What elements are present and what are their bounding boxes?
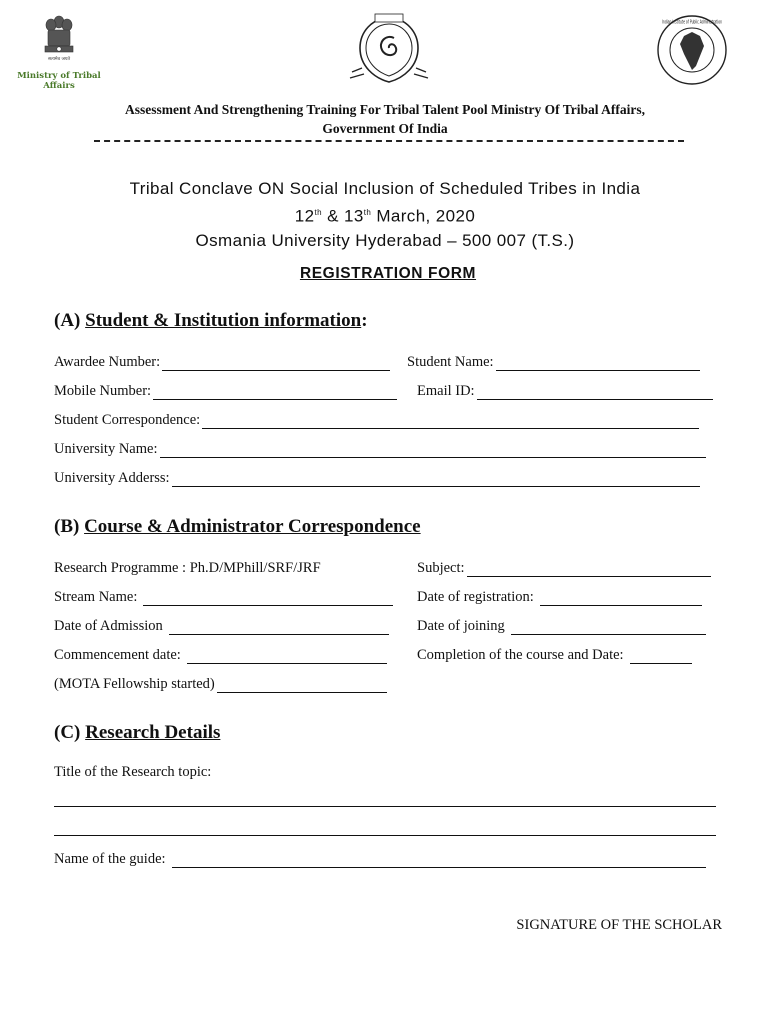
stream-name-label: Stream Name: [54, 589, 138, 605]
national-emblem-icon [39, 12, 79, 64]
research-programme-field [54, 560, 321, 577]
dashed-divider [94, 140, 684, 142]
osmania-university-logo [348, 12, 430, 86]
research-topic-field [54, 764, 211, 781]
research-topic-label: Title of the Research topic: [54, 764, 212, 780]
date-of-registration-label: Date of registration: [417, 589, 534, 605]
awardee-number-field[interactable] [54, 354, 390, 371]
date-of-registration-field[interactable] [417, 589, 702, 606]
section-a-heading: (A) Student & Institution information: [54, 310, 368, 331]
date-of-joining-label: Date of joining [417, 618, 505, 634]
subject-label: Subject: [417, 560, 465, 576]
svg-text:सत्यमेव जयते: सत्यमेव जयते [47, 57, 71, 62]
student-name-field[interactable] [407, 354, 700, 371]
conclave-title: Tribal Conclave ON Social Inclusion of Scheduled Tribes in India [129, 179, 641, 198]
completion-date-field[interactable] [417, 647, 692, 664]
email-id-label: Email ID: [417, 383, 475, 399]
commencement-date-field[interactable] [54, 647, 387, 664]
mobile-number-label: Mobile Number: [54, 383, 152, 399]
guide-name-label: Name of the guide: [54, 851, 166, 867]
student-correspondence-field[interactable] [54, 412, 699, 429]
research-topic-line-1[interactable] [54, 793, 716, 807]
iipa-logo [656, 14, 728, 86]
university-name-label: University Name: [54, 441, 158, 457]
research-programme-label: Research Programme : Ph.D/MPhill/SRF/JRF [54, 560, 321, 576]
ministry-label: Ministry of Tribal Affairs [17, 71, 101, 91]
completion-date-label: Completion of the course and Date: [417, 647, 624, 663]
university-address-field[interactable] [54, 470, 700, 487]
commencement-date-label: Commencement date: [54, 647, 181, 663]
subject-field[interactable] [417, 560, 711, 577]
section-c-heading: (C) Research Details [54, 722, 221, 743]
research-topic-line-2[interactable] [54, 822, 716, 836]
university-address-label: University Adderss: [54, 470, 170, 486]
student-correspondence-label: Student Correspondence: [54, 412, 201, 428]
email-id-field[interactable] [417, 383, 713, 400]
university-name-field[interactable] [54, 441, 706, 458]
iipa-name-text: Indian Institute of Public Administration [662, 19, 722, 26]
header-line-1: Assessment And Strengthening Training For Tribal Talent Pool Ministry Of Tribal Affairs, [124, 102, 646, 117]
section-b-heading: (B) Course & Administrator Correspondence [54, 516, 421, 537]
document-header [40, 100, 730, 138]
mota-fellowship-field[interactable] [54, 676, 387, 693]
conclave-venue: Osmania University Hyderabad – 500 007 (T.S.) [195, 230, 575, 250]
awardee-number-label: Awardee Number: [54, 354, 161, 370]
mobile-number-field[interactable] [54, 383, 397, 400]
scholar-signature-label: SIGNATURE OF THE SCHOLAR [516, 917, 722, 933]
ministry-of-tribal-affairs-logo [14, 12, 104, 91]
conclave-info [40, 177, 730, 253]
conclave-dates: 12th & 13th March, 2020 [294, 206, 476, 226]
header-line-2: Government Of India [322, 121, 448, 136]
guide-name-field[interactable] [54, 851, 706, 868]
form-title: REGISTRATION FORM [299, 265, 477, 282]
date-of-admission-label: Date of Admission [54, 618, 163, 634]
stream-name-field[interactable] [54, 589, 393, 606]
date-of-joining-field[interactable] [417, 618, 706, 635]
mota-fellowship-label: (MOTA Fellowship started) [54, 676, 215, 692]
student-name-label: Student Name: [407, 354, 494, 370]
date-of-admission-field[interactable] [54, 618, 389, 635]
